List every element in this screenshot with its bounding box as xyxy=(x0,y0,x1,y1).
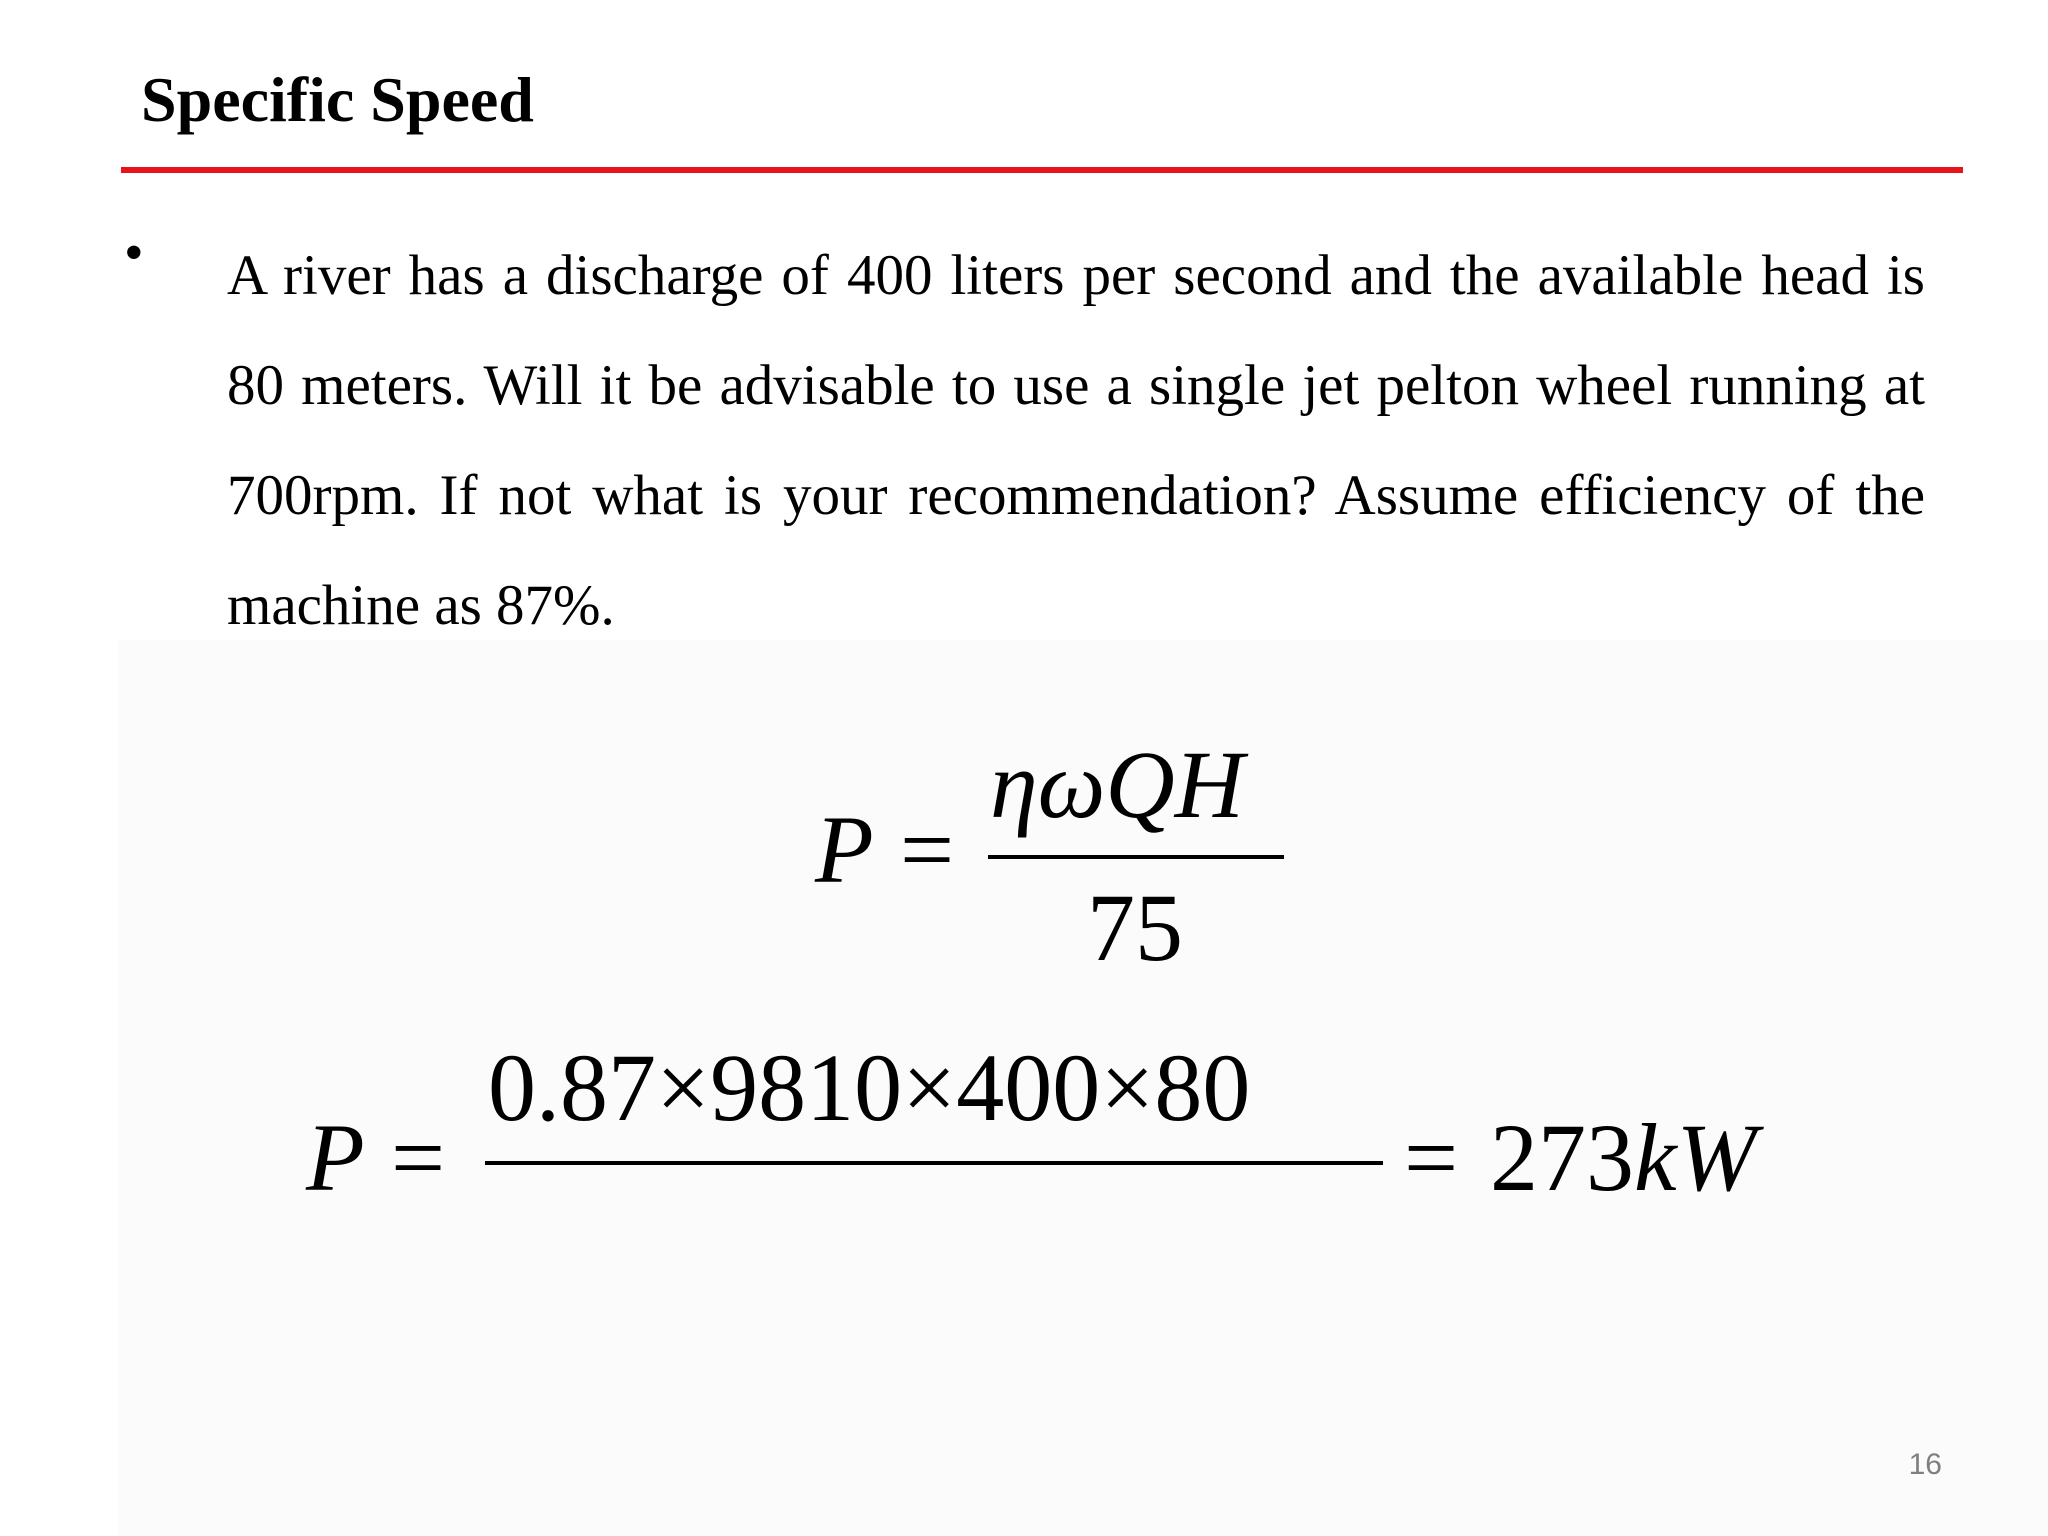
slide-title: Specific Speed xyxy=(141,64,534,135)
calculation-lhs: P xyxy=(306,1104,365,1211)
calculation-fraction-bar xyxy=(485,1161,1383,1165)
formula-denominator: 75 xyxy=(1087,874,1183,981)
formula-lhs: P xyxy=(815,796,874,903)
result-unit: kW xyxy=(1634,1104,1757,1211)
calculation-equals: = xyxy=(391,1104,446,1211)
formula-equals: = xyxy=(900,796,955,903)
page-number: 16 xyxy=(1908,1448,1942,1481)
formula-fraction-bar xyxy=(988,855,1284,859)
calculation-numerator: 0.87×9810×400×80 xyxy=(488,1034,1251,1141)
result-equals: = xyxy=(1404,1104,1459,1211)
formula-numerator: ηωQH xyxy=(990,731,1245,838)
result-value: 273 xyxy=(1490,1104,1634,1211)
title-underline xyxy=(121,167,1963,173)
problem-statement: A river has a discharge of 400 liters per second and the available head is 80 meters. Will it be advisable to use a single jet pelton wheel running at 700rpm. If not what is your recommendation? Assume efficiency of the machine as 87%. xyxy=(227,244,1925,637)
bullet-marker: • xyxy=(124,222,144,284)
